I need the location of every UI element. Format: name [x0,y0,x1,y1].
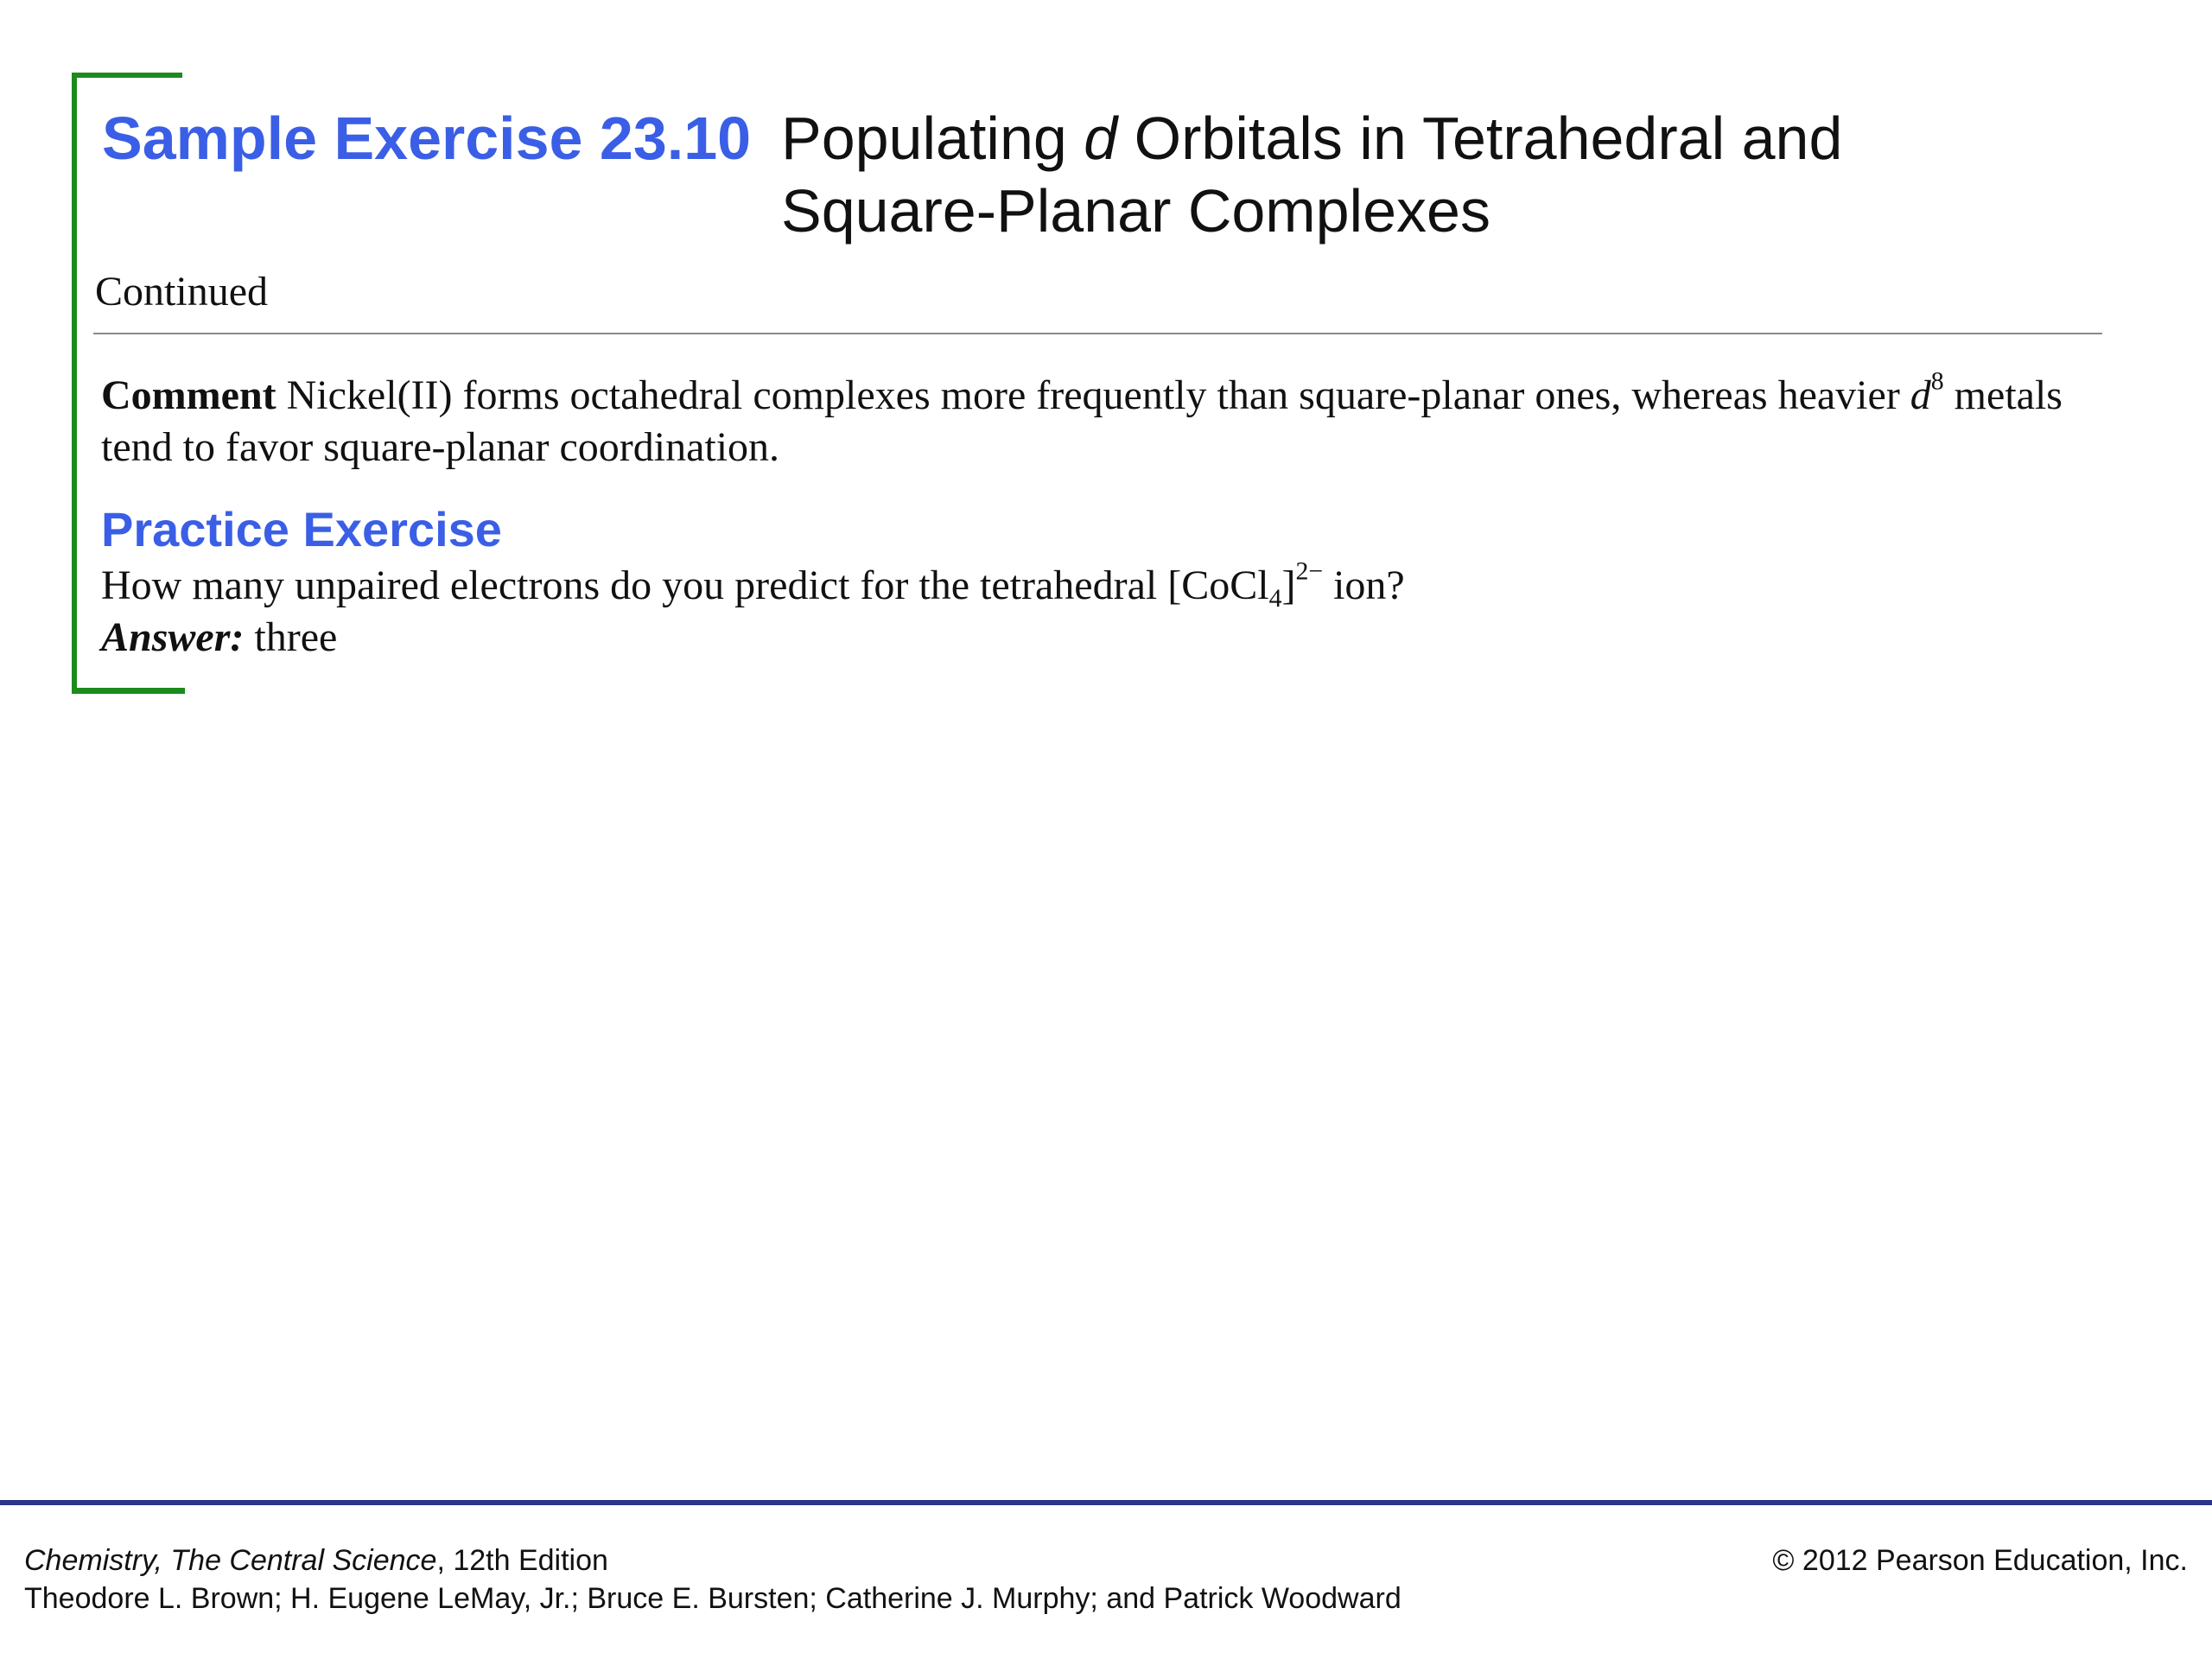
comment-superscript: 8 [1930,366,1944,396]
comment-d-symbol: d [1910,372,1931,418]
comment-label: Comment [101,372,276,418]
practice-exercise-heading: Practice Exercise [101,502,502,556]
bracket-bottom-bar [72,688,185,694]
title-line-1: Populating d Orbitals in Tetrahedral and [781,105,1843,172]
footer-copyright: © 2012 Pearson Education, Inc. [1772,1544,2188,1577]
comment-paragraph: Comment Nickel(II) forms octahedral complexes more frequently than square-planar ones, whereas heavier $d^8$ metals tend to favor square-planar coordination. [101,366,2063,470]
practice-answer [101,612,337,664]
exercise-label: Sample Exercise 23.10 [102,105,752,172]
footer-rule [0,1500,2212,1505]
footer-book-info: Chemistry, The Central Science, 12th Edition [24,1544,608,1577]
bracket-left-bar [72,73,77,693]
question-subscript: 4 [1268,583,1282,613]
practice-question: How many unpaired electrons do you predict for the tetrahedral [CoCl$_4$]$^{2-}$ ion? [101,556,1405,613]
answer-label: Answer: [101,614,245,660]
answer-value: three [244,614,338,660]
divider [93,333,2102,334]
continued-label: Continued [95,269,268,315]
footer-book-title: Chemistry, The Central Science [24,1544,437,1577]
title-line-2: Square-Planar Complexes [781,177,1491,245]
title-d-symbol: d [1084,105,1118,172]
bracket-top-bar [72,73,182,78]
page-title [781,102,1842,247]
question-charge: 2− [1295,556,1324,586]
footer-authors: Theodore L. Brown; H. Eugene LeMay, Jr.; Bruce E. Bursten; Catherine J. Murphy; and Patrick Woodward [24,1582,1402,1615]
